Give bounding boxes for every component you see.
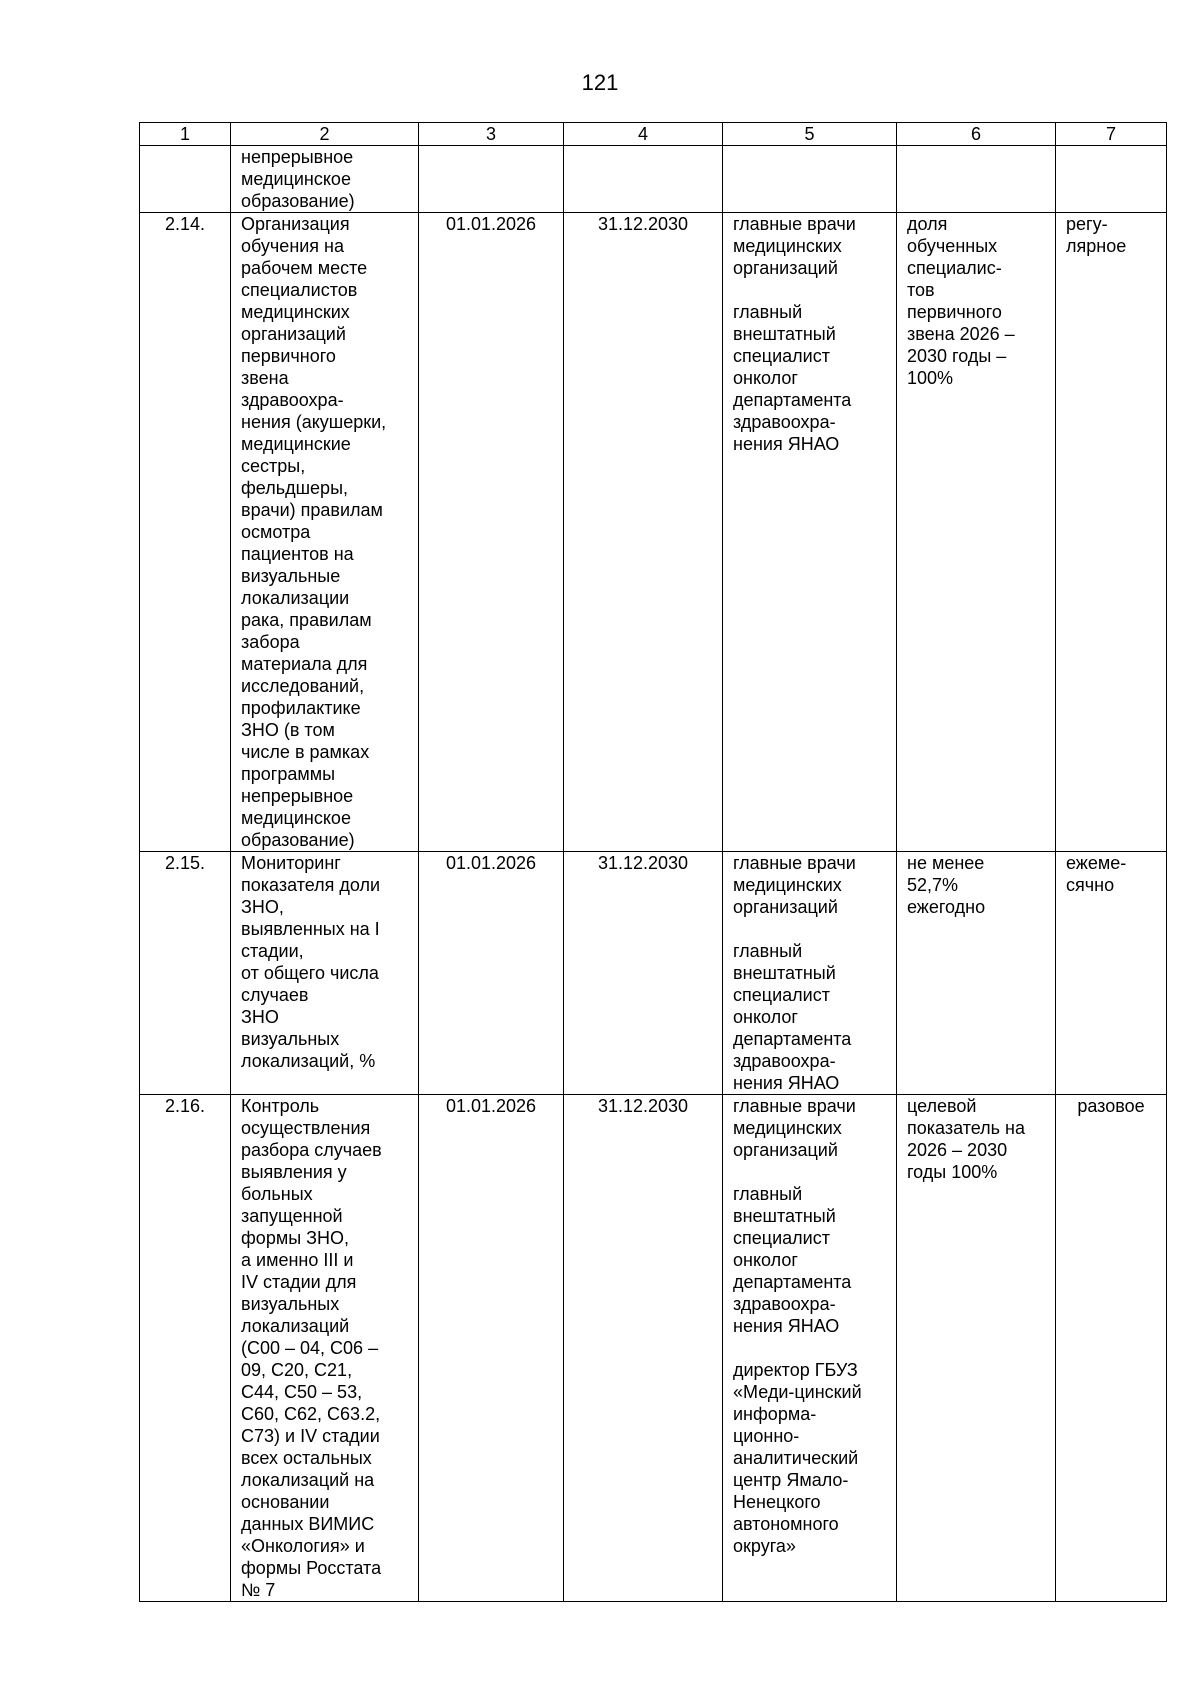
- activity-name-line: специалистов: [241, 280, 358, 300]
- responsible-line: главные врачи: [733, 214, 856, 234]
- item-number: 2.16.: [164, 1096, 206, 1116]
- table-row: [140, 1095, 1167, 1602]
- activity-name-line: всех остальных: [241, 1448, 372, 1468]
- responsible-line: главный: [733, 302, 803, 322]
- indicator-cell: [897, 852, 1056, 1095]
- column-header: 1: [140, 123, 231, 146]
- indicator-line: показатель на: [907, 1118, 1025, 1138]
- activity-name-line: медицинских: [241, 302, 350, 322]
- responsible-line: организаций: [733, 897, 838, 917]
- responsible-line: медицинских: [733, 875, 842, 895]
- activity-name-line: ЗНО: [241, 1007, 279, 1027]
- indicator-line: звена 2026 –: [907, 324, 1015, 344]
- activity-name-line: показателя доли: [241, 875, 381, 895]
- activity-name-line: основании: [241, 1492, 330, 1512]
- responsible-cell: [723, 852, 897, 1095]
- end-date: 31.12.2030: [597, 214, 689, 234]
- activity-name-line: локализаций на: [241, 1470, 375, 1490]
- activity-name-line: от общего числа: [241, 963, 379, 983]
- end-date-cell: [564, 852, 723, 1095]
- paragraph-gap: [733, 1161, 886, 1183]
- activity-name-line: медицинские: [241, 434, 351, 454]
- item-number-cell: [140, 1095, 231, 1602]
- start-date-cell: [419, 852, 564, 1095]
- activity-name-line: медицинское: [241, 169, 351, 189]
- responsible-line: автономного: [733, 1514, 839, 1534]
- activity-name-line: первичного: [241, 346, 336, 366]
- frequency-line: сячно: [1066, 875, 1115, 895]
- paragraph-gap: [733, 918, 886, 940]
- indicator-line: первичного: [907, 302, 1002, 322]
- activity-name-line: ЗНО,: [241, 897, 284, 917]
- responsible-line: внештатный: [733, 963, 836, 983]
- activity-name-cell: [231, 213, 419, 852]
- responsible-line: внештатный: [733, 1206, 836, 1226]
- activity-name-line: С44, С50 – 53,: [241, 1382, 363, 1402]
- frequency-line: ежеме-: [1066, 853, 1127, 873]
- activity-name-line: непрерывное: [241, 147, 354, 167]
- responsible-line: центр Ямало-: [733, 1470, 849, 1490]
- activity-name-line: № 7: [241, 1580, 276, 1600]
- activity-name-line: медицинское: [241, 808, 351, 828]
- plan-table: [139, 122, 1167, 1602]
- end-date-cell: [564, 213, 723, 852]
- activity-name-line: «Онкология» и: [241, 1536, 365, 1556]
- start-date-cell: [419, 146, 564, 213]
- frequency-line: лярное: [1066, 236, 1127, 256]
- responsible-line: здравоохра-: [733, 1294, 836, 1314]
- activity-name-line: числе в рамках: [241, 742, 370, 762]
- responsible-line: информа-: [733, 1404, 817, 1424]
- activity-name-line: организаций: [241, 324, 346, 344]
- responsible-line: здравоохра-: [733, 1051, 836, 1071]
- activity-name-line: осуществления: [241, 1118, 371, 1138]
- activity-name-cell: [231, 1095, 419, 1602]
- activity-name-line: стадии,: [241, 941, 304, 961]
- item-number-cell: [140, 146, 231, 213]
- activity-name-line: визуальных: [241, 1294, 340, 1314]
- activity-name-line: Мониторинг: [241, 853, 341, 873]
- activity-name-line: Организация: [241, 214, 350, 234]
- end-date: 31.12.2030: [597, 853, 689, 873]
- activity-name-line: Контроль: [241, 1096, 320, 1116]
- indicator-cell: [897, 146, 1056, 213]
- activity-name-line: С73) и IV стадии: [241, 1426, 380, 1446]
- activity-name-line: С60, С62, С63.2,: [241, 1404, 381, 1424]
- responsible-line: здравоохра-: [733, 412, 836, 432]
- responsible-line: онколог: [733, 368, 798, 388]
- indicator-cell: [897, 213, 1056, 852]
- responsible-line: нения ЯНАО: [733, 1073, 840, 1093]
- activity-name-line: пациентов на: [241, 544, 354, 564]
- activity-name-line: выявления у: [241, 1162, 347, 1182]
- activity-name-line: локализаций, %: [241, 1051, 376, 1071]
- item-number-cell: [140, 213, 231, 852]
- responsible-line: медицинских: [733, 236, 842, 256]
- activity-name-line: исследований,: [241, 676, 365, 696]
- indicator-cell: [897, 1095, 1056, 1602]
- activity-name-line: больных: [241, 1184, 313, 1204]
- start-date-cell: [419, 1095, 564, 1602]
- paragraph-gap: [733, 279, 886, 301]
- end-date-cell: [564, 1095, 723, 1602]
- responsible-line: ционно-: [733, 1426, 800, 1446]
- activity-name-line: непрерывное: [241, 786, 354, 806]
- column-header: 6: [897, 123, 1056, 146]
- column-number-row: [140, 123, 1167, 146]
- responsible-line: нения ЯНАО: [733, 1316, 840, 1336]
- activity-name-line: рака, правилам: [241, 610, 372, 630]
- activity-name-line: запущенной: [241, 1206, 343, 1226]
- responsible-line: организаций: [733, 1140, 838, 1160]
- indicator-line: 2030 годы –: [907, 346, 1007, 366]
- activity-name-cell: [231, 146, 419, 213]
- responsible-line: главный: [733, 1184, 803, 1204]
- frequency-cell: [1056, 146, 1167, 213]
- activity-name-line: разбора случаев: [241, 1140, 382, 1160]
- activity-name-line: врачи) правилам: [241, 500, 383, 520]
- responsible-line: округа»: [733, 1536, 796, 1556]
- activity-name-line: формы Росстата: [241, 1558, 382, 1578]
- frequency-cell: [1056, 1095, 1167, 1602]
- activity-name-line: формы ЗНО,: [241, 1228, 350, 1248]
- activity-name-line: IV стадии для: [241, 1272, 357, 1292]
- indicator-line: 2026 – 2030: [907, 1140, 1008, 1160]
- frequency-cell: [1056, 213, 1167, 852]
- column-header: 2: [231, 123, 419, 146]
- item-number-cell: [140, 852, 231, 1095]
- table-row: [140, 213, 1167, 852]
- activity-name-line: осмотра: [241, 522, 311, 542]
- activity-name-line: профилактике: [241, 698, 361, 718]
- start-date: 01.01.2026: [445, 853, 537, 873]
- table-row: [140, 852, 1167, 1095]
- responsible-line: специалист: [733, 985, 830, 1005]
- page-number: 121: [581, 70, 619, 95]
- column-header: 4: [564, 123, 723, 146]
- activity-name-line: материала для: [241, 654, 368, 674]
- column-header: 7: [1056, 123, 1167, 146]
- activity-name-cell: [231, 852, 419, 1095]
- activity-name-line: обучения на: [241, 236, 345, 256]
- responsible-line: «Меди-цинский: [733, 1382, 862, 1402]
- indicator-line: годы 100%: [907, 1162, 998, 1182]
- activity-name-line: забора: [241, 632, 300, 652]
- frequency-cell: [1056, 852, 1167, 1095]
- activity-name-line: (С00 – 04, С06 –: [241, 1338, 379, 1358]
- activity-name-line: 09, С20, С21,: [241, 1360, 353, 1380]
- indicator-line: специалис-: [907, 258, 1002, 278]
- column-header: 3: [419, 123, 564, 146]
- activity-name-line: фельдшеры,: [241, 478, 349, 498]
- responsible-line: специалист: [733, 1228, 830, 1248]
- indicator-line: не менее: [907, 853, 985, 873]
- activity-name-line: данных ВИМИС: [241, 1514, 375, 1534]
- indicator-line: 100%: [907, 368, 954, 388]
- activity-name-line: визуальные: [241, 566, 341, 586]
- start-date-cell: [419, 213, 564, 852]
- activity-name-line: визуальных: [241, 1029, 340, 1049]
- paragraph-gap: [733, 1337, 886, 1359]
- responsible-line: онколог: [733, 1250, 798, 1270]
- indicator-line: целевой: [907, 1096, 977, 1116]
- responsible-line: главные врачи: [733, 1096, 856, 1116]
- responsible-line: главные врачи: [733, 853, 856, 873]
- activity-name-line: программы: [241, 764, 336, 784]
- start-date: 01.01.2026: [445, 1096, 537, 1116]
- activity-name-line: звена: [241, 368, 289, 388]
- column-header: 5: [723, 123, 897, 146]
- activity-name-line: образование): [241, 830, 355, 850]
- responsible-line: аналитический: [733, 1448, 859, 1468]
- activity-name-line: выявленных на I: [241, 919, 380, 939]
- responsible-cell: [723, 146, 897, 213]
- responsible-line: нения ЯНАО: [733, 434, 840, 454]
- end-date-cell: [564, 146, 723, 213]
- responsible-cell: [723, 213, 897, 852]
- end-date: 31.12.2030: [597, 1096, 689, 1116]
- responsible-line: главный: [733, 941, 803, 961]
- responsible-line: организаций: [733, 258, 838, 278]
- responsible-line: департамента: [733, 1029, 852, 1049]
- responsible-line: медицинских: [733, 1118, 842, 1138]
- table-row: [140, 146, 1167, 213]
- responsible-line: Ненецкого: [733, 1492, 821, 1512]
- activity-name-line: ЗНО (в том: [241, 720, 335, 740]
- indicator-line: доля: [907, 214, 948, 234]
- responsible-line: директор ГБУЗ: [733, 1360, 858, 1380]
- activity-name-line: нения (акушерки,: [241, 412, 387, 432]
- item-number: 2.14.: [164, 214, 206, 234]
- responsible-line: департамента: [733, 390, 852, 410]
- responsible-cell: [723, 1095, 897, 1602]
- responsible-line: внештатный: [733, 324, 836, 344]
- activity-name-line: локализации: [241, 588, 350, 608]
- activity-name-line: а именно III и: [241, 1250, 354, 1270]
- start-date: 01.01.2026: [445, 214, 537, 234]
- activity-name-line: локализаций: [241, 1316, 350, 1336]
- activity-name-line: рабочем месте: [241, 258, 368, 278]
- item-number: 2.15.: [164, 853, 206, 873]
- activity-name-line: сестры,: [241, 456, 306, 476]
- responsible-line: онколог: [733, 1007, 798, 1027]
- activity-name-line: случаев: [241, 985, 309, 1005]
- activity-name-line: образование): [241, 191, 355, 211]
- activity-name-line: здравоохра-: [241, 390, 344, 410]
- responsible-line: специалист: [733, 346, 830, 366]
- indicator-line: ежегодно: [907, 897, 986, 917]
- frequency-line: регу-: [1066, 214, 1108, 234]
- indicator-line: обученных: [907, 236, 998, 256]
- indicator-line: тов: [907, 280, 935, 300]
- responsible-line: департамента: [733, 1272, 852, 1292]
- frequency-line: разовое: [1077, 1096, 1145, 1116]
- indicator-line: 52,7%: [907, 875, 959, 895]
